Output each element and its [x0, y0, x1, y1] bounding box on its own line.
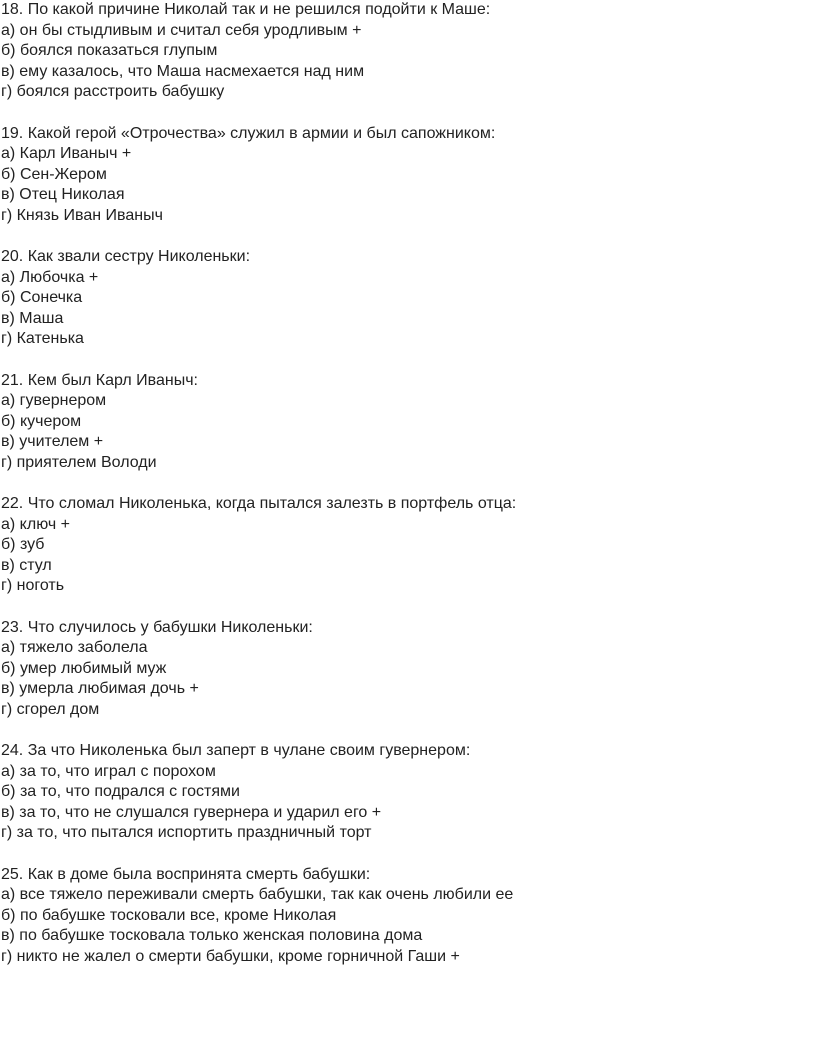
question-text: 18. По какой причине Николай так и не решился подойти к Маше: [1, 1, 491, 18]
answer-option: г) за то, что пытался испортить праздничный торт [1, 824, 372, 841]
answer-option: г) Князь Иван Иваныч [1, 206, 163, 224]
question-22 [1, 494, 816, 597]
question-20 [1, 247, 816, 350]
question-text: 19. Какой герой «Отрочества» служил в армии и был сапожником: [1, 124, 496, 142]
answer-option: а) Любочка + [1, 268, 99, 286]
question-text: 25. Как в доме была воспринята смерть бабушки: [1, 865, 371, 883]
question-18 [1, 0, 816, 103]
answer-option: г) боялся расстроить бабушку [1, 83, 225, 100]
answer-option: в) стул [1, 556, 52, 574]
answer-option: в) за то, что не слушался гувернера и ударил его + [1, 803, 382, 821]
question-23 [1, 618, 816, 721]
answer-option: в) Отец Николая [1, 186, 125, 203]
question-text: 23. Что случилось у бабушки Николеньки: [1, 618, 313, 636]
answer-option: б) за то, что подрался с гостями [1, 783, 240, 800]
answer-option: г) сгорел дом [1, 700, 100, 718]
answer-option: в) учителем + [1, 433, 104, 450]
question-25 [1, 865, 816, 968]
answer-option: б) боялся показаться глупым [1, 42, 218, 59]
answer-option: а) тяжело заболела [1, 639, 148, 656]
question-text: 20. Как звали сестру Николеньки: [1, 248, 251, 265]
answer-option: б) кучером [1, 412, 82, 430]
answer-option: а) гувернером [1, 392, 107, 409]
answer-option: б) Сен-Жером [1, 165, 107, 183]
question-text: 22. Что сломал Николенька, когда пытался залезть в портфель отца: [1, 495, 517, 512]
question-21 [1, 371, 816, 474]
question-24 [1, 741, 816, 844]
answer-option: а) за то, что играл с порохом [1, 762, 216, 780]
answer-option: б) Сонечка [1, 289, 83, 306]
answer-option: г) приятелем Володи [1, 453, 157, 471]
answer-option: а) все тяжело переживали смерть бабушки, так как очень любили ее [1, 886, 514, 903]
answer-option: а) Карл Иваныч + [1, 145, 132, 162]
answer-option: а) ключ + [1, 515, 70, 533]
answer-option: б) по бабушке тосковали все, кроме Николая [1, 906, 337, 924]
answer-option: г) ноготь [1, 577, 65, 594]
answer-option: б) зуб [1, 536, 45, 553]
question-19 [1, 124, 816, 227]
answer-option: в) умерла любимая дочь + [1, 680, 199, 697]
answer-option: г) Катенька [1, 330, 84, 347]
answer-option: в) по бабушке тосковала только женская половина дома [1, 927, 423, 944]
question-text: 24. За что Николенька был заперт в чулане своим гувернером: [1, 742, 471, 759]
answer-option: а) он бы стыдливым и считал себя уродливым + [1, 21, 362, 39]
answer-option: в) Маша [1, 309, 64, 327]
answer-option: б) умер любимый муж [1, 659, 167, 677]
question-text: 21. Кем был Карл Иваныч: [1, 371, 198, 389]
answer-option: в) ему казалось, что Маша насмехается над ним [1, 62, 365, 80]
answer-option: г) никто не жалел о смерти бабушки, кроме горничной Гаши + [1, 947, 460, 965]
